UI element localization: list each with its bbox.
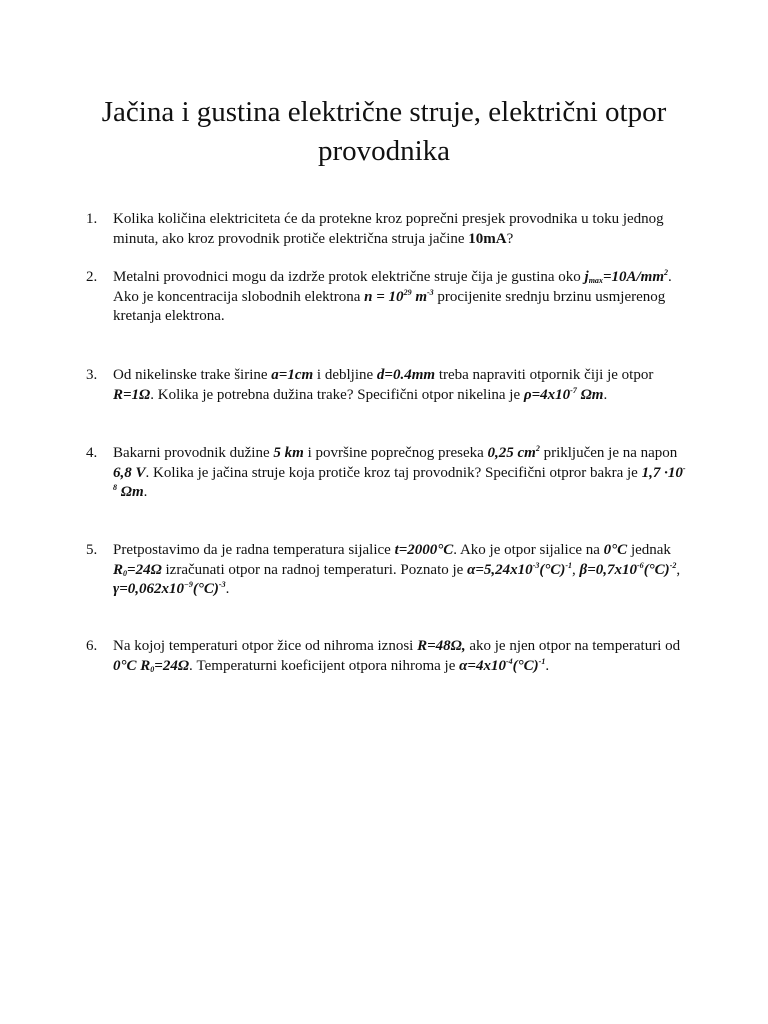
text-run: .	[225, 581, 230, 597]
quantity-value: R=1Ω	[113, 386, 151, 403]
problem-text	[113, 444, 686, 503]
quantity-value: =24Ω	[127, 561, 162, 578]
exponent: -6	[637, 560, 644, 570]
problem-number: 4.	[86, 445, 98, 461]
problem-item	[86, 444, 686, 503]
text-run: jednak	[627, 542, 671, 558]
text-run: i površine poprečnog preseka	[303, 445, 488, 461]
problem-number: 2.	[86, 269, 98, 285]
exponent: -4	[505, 656, 513, 666]
exponent: -3	[532, 560, 540, 570]
subscript: max	[588, 276, 603, 285]
quantity-value: m	[411, 288, 427, 305]
text-run: .	[603, 386, 608, 403]
quantity-value: (°C)	[643, 561, 670, 578]
quantity-value: R=48Ω,	[417, 638, 466, 654]
quantity-value: α=4x10	[459, 657, 506, 674]
problem-item	[86, 268, 686, 327]
problem-text	[113, 541, 686, 600]
text-run: .	[143, 484, 148, 500]
quantity-value: a=1cm	[271, 367, 314, 383]
text-run: izračunati otpor na radnoj temperaturi. Poznato je	[161, 561, 468, 578]
text-run: Kolika količina elektriciteta će da protekne kroz poprečni presjek provodnika u toku jednog minuta, ako kroz provodnik protiče električna struja jačine	[113, 211, 664, 247]
quantity-value: Ωm	[117, 484, 144, 500]
quantity-value: 0,25 cm	[487, 445, 536, 461]
problem-text	[113, 637, 686, 676]
quantity-value: d=0.4mm	[376, 367, 436, 383]
quantity-value: 5 km	[273, 445, 304, 461]
text-run: ,	[676, 561, 681, 578]
text-run: Bakarni provodnik dužine	[113, 445, 274, 461]
quantity-value: ρ=4x10	[523, 386, 571, 403]
problem-number: 3.	[86, 367, 98, 383]
document-title: Jačina i gustina električne struje, električni otpor provodnika	[101, 96, 667, 167]
problem-number: 1.	[86, 211, 98, 227]
quantity-value: R	[113, 561, 124, 578]
text-run: . Kolika je jačina struje koja protiče kroz taj provodnik? Specifični otpror bakra je	[145, 464, 642, 481]
text-run: i debljine	[313, 367, 377, 383]
subscript: 0	[123, 568, 128, 578]
exponent: 29	[403, 287, 412, 297]
problem-number: 6.	[86, 638, 98, 654]
exponent: 2	[535, 444, 540, 453]
text-run: Od nikelinske trake širine	[113, 367, 272, 383]
text-run: ?	[506, 230, 514, 247]
quantity-value: n = 10	[364, 288, 404, 305]
text-run: ,	[572, 561, 580, 578]
quantity-value: γ=0,062x10	[113, 581, 185, 597]
text-run: Metalni provodnici mogu da izdrže protok električne struje čija je gustina oko	[113, 269, 585, 285]
problem-item	[86, 541, 686, 600]
quantity-value: t=2000°C	[394, 542, 454, 558]
quantity-value: Ωm	[576, 386, 604, 403]
quantity-value: 6,8 V	[113, 464, 146, 481]
exponent: -3	[426, 287, 434, 297]
text-run: . Kolika je potrebna dužina trake? Specifični otpor nikelina je	[150, 386, 524, 403]
text-run: . Ako je koncentracija slobodnih elektrona	[113, 269, 672, 305]
quantity-value: 0°C R	[113, 657, 151, 674]
text-run: treba napraviti otpornik čiji je otpor	[435, 367, 654, 383]
problem-text	[113, 366, 686, 405]
text-run: . Ako je otpor sijalice na	[453, 542, 604, 558]
quantity-value: (°C)	[512, 657, 539, 674]
problem-item	[86, 210, 686, 249]
exponent: -7	[570, 385, 577, 395]
problem-number: 5.	[86, 542, 98, 558]
exponent: 2	[664, 268, 668, 277]
exponent: -1	[565, 560, 573, 570]
text-run: priključen je na napon	[539, 445, 678, 461]
exponent: -1	[538, 656, 546, 666]
problem-text	[113, 268, 686, 327]
quantity-value: α=5,24x10	[467, 561, 533, 578]
text-run: Na kojoj temperaturi otpor žice od nihroma iznosi	[113, 638, 418, 654]
quantity-value: (°C)	[192, 581, 219, 597]
quantity-value: j	[584, 269, 589, 285]
quantity-value: 10mA	[468, 230, 507, 247]
quantity-value: =24Ω	[154, 657, 190, 674]
problem-item	[86, 366, 686, 405]
problem-item	[86, 637, 686, 676]
text-run: procijenite srednju brzinu usmjerenog kretanja elektrona.	[113, 288, 666, 324]
text-run: .	[545, 657, 550, 674]
text-run: . Temperaturni koeficijent otpora nihroma je	[189, 657, 460, 674]
subscript: 0	[150, 664, 155, 674]
exponent: -2	[669, 560, 677, 570]
quantity-value: =10A/mm	[602, 269, 664, 285]
quantity-value: (°C)	[539, 561, 566, 578]
quantity-value: β=0,7x10	[579, 561, 638, 578]
exponent: -3	[218, 580, 226, 589]
quantity-value: 1,7 ·10	[641, 464, 683, 481]
problem-text	[113, 210, 686, 249]
exponent: -8	[113, 463, 686, 492]
text-run: ako je njen otpor na temperaturi od	[465, 638, 681, 654]
quantity-value: 0°C	[603, 542, 628, 558]
text-run: Pretpostavimo da je radna temperatura sijalice	[113, 542, 395, 558]
exponent: −9	[184, 580, 193, 589]
